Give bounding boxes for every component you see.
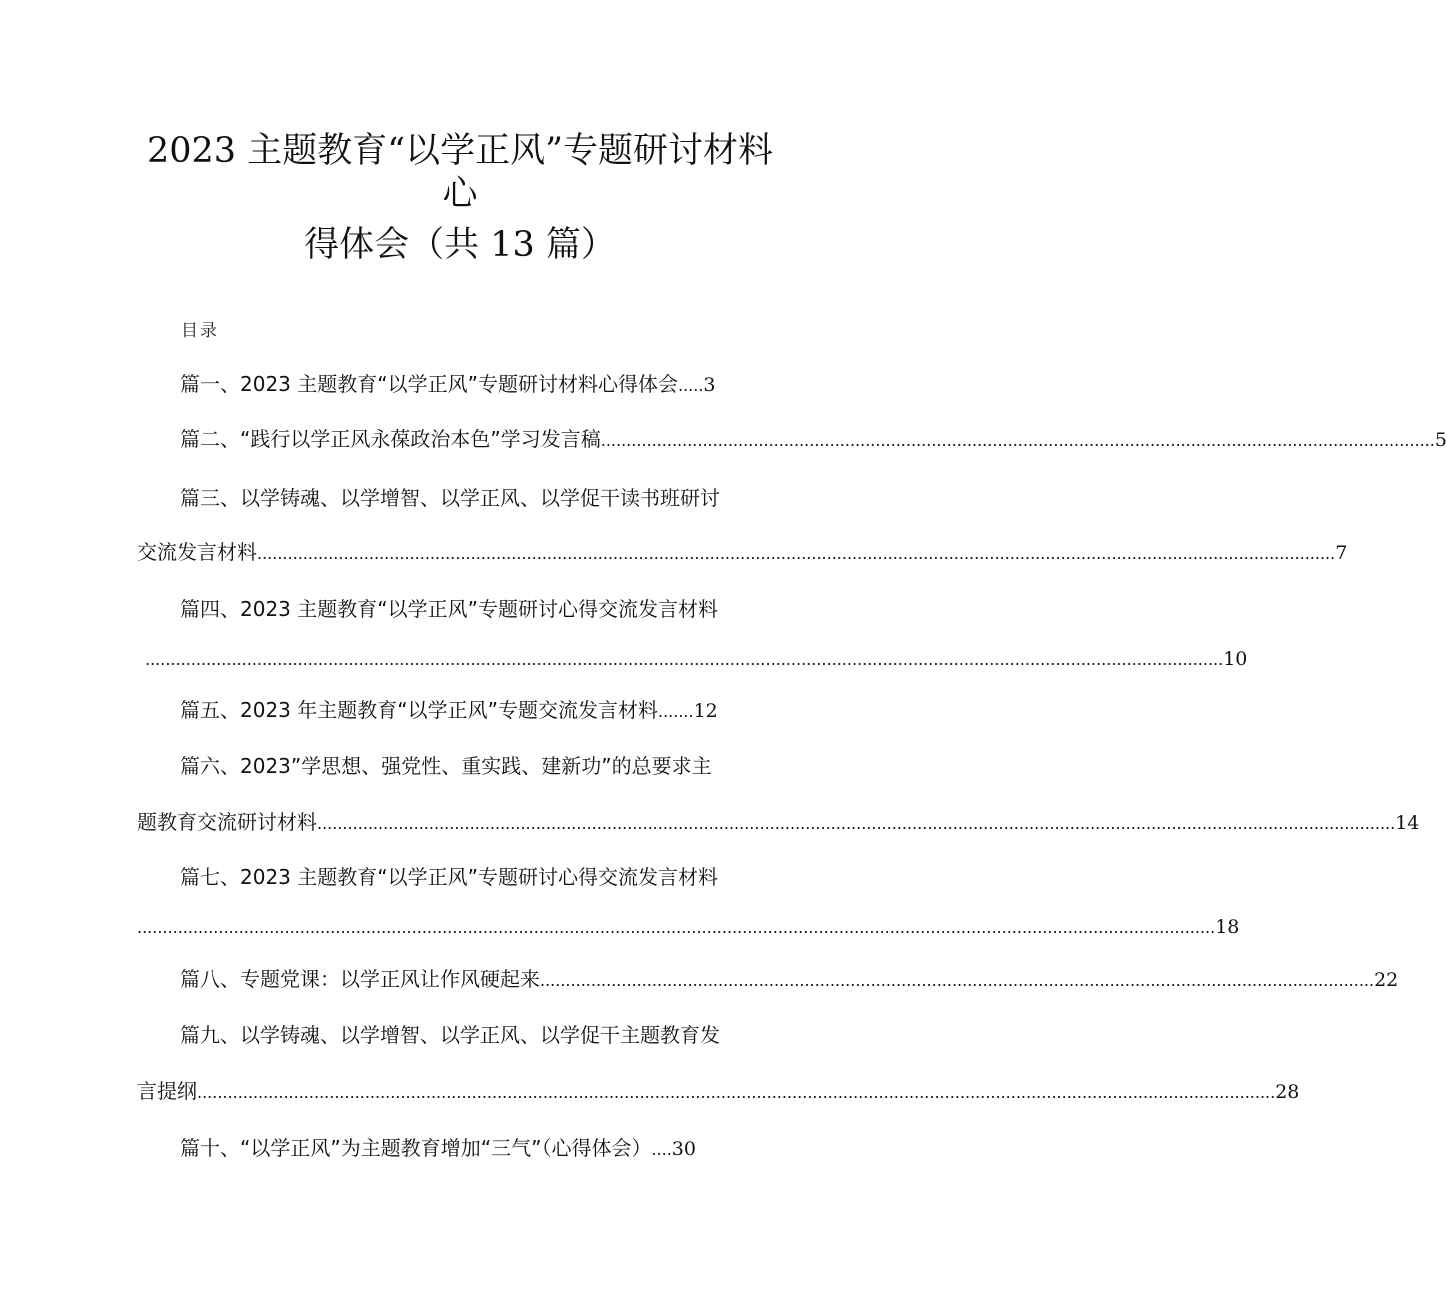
toc-entry-label: 篇四、2023 主题教育“以学正风”专题研讨心得交流发言材料 — [180, 597, 718, 621]
toc-entry-7-line-1[interactable] — [180, 863, 718, 891]
toc-entry-10[interactable] — [180, 1134, 696, 1164]
toc-entry-4-line-1[interactable] — [180, 595, 718, 623]
toc-entry-label: 篇八、专题党课：以学正风让作风硬起来 — [180, 967, 540, 991]
title-line-2: 心 — [442, 174, 478, 214]
toc-entry-label: 篇一、2023 主题教育“以学正风”专题研讨材料心得体会 — [180, 372, 678, 396]
toc-entry-3-line-2[interactable] — [137, 538, 1348, 568]
toc-leader: .................................................................................................................................................................................................................... — [145, 650, 1224, 669]
toc-entry-label: 题教育交流研讨材料 — [137, 810, 317, 834]
toc-entry-5[interactable] — [180, 696, 718, 726]
toc-leader: .................................................................................................................................................................... — [540, 971, 1375, 990]
toc-page-number: 18 — [1215, 916, 1240, 938]
toc-entry-label: 篇六、2023”学思想、强党性、重实践、建新功”的总要求主 — [180, 754, 712, 778]
toc-entry-2[interactable] — [180, 425, 1447, 455]
toc-leader: .................................................................................................................................................................................................................... — [257, 544, 1336, 563]
toc-entry-1[interactable] — [180, 370, 716, 400]
toc-entry-label: 篇七、2023 主题教育“以学正风”专题研讨心得交流发言材料 — [180, 865, 718, 889]
toc-entry-label: 篇五、2023 年主题教育“以学正风”专题交流发言材料 — [180, 698, 658, 722]
toc-entry-6-line-1[interactable] — [180, 752, 712, 780]
toc-entry-label: 言提纲 — [137, 1079, 197, 1103]
toc-page-number: 12 — [693, 700, 718, 722]
toc-entry-label: 交流发言材料 — [137, 540, 257, 564]
toc-entry-label: 篇九、以学铸魂、以学增智、以学正风、以学促干主题教育发 — [180, 1023, 720, 1047]
toc-entry-3-line-1[interactable] — [180, 484, 720, 512]
title-line-1: 2023 主题教育“以学正风”专题研讨材料 — [147, 131, 773, 171]
toc-entry-8[interactable] — [180, 965, 1399, 995]
toc-heading: 目录 — [181, 321, 219, 341]
toc-page-number: 3 — [703, 374, 716, 396]
toc-page-number: 22 — [1374, 969, 1399, 991]
toc-leader: ..... — [677, 376, 704, 395]
toc-entry-9-line-2[interactable] — [137, 1077, 1300, 1107]
document-title — [0, 128, 920, 270]
toc-page-number: 14 — [1395, 812, 1420, 834]
toc-page-number: 30 — [671, 1138, 696, 1160]
toc-leader: .................................................................................................................................................................................................................... — [317, 814, 1396, 833]
toc-entry-4-line-2[interactable] — [145, 645, 1248, 674]
toc-page-number: 5 — [1434, 429, 1447, 451]
toc-entry-6-line-2[interactable] — [137, 808, 1420, 838]
title-line-3: 得体会（共 13 篇） — [304, 225, 616, 265]
toc-leader: .................................................................................................................................................................... — [600, 431, 1435, 450]
toc-page-number: 7 — [1335, 542, 1348, 564]
toc-entry-label: 篇三、以学铸魂、以学增智、以学正风、以学促干读书班研讨 — [180, 486, 720, 510]
toc-leader: .................................................................................................................................................................................................................... — [197, 1083, 1276, 1102]
toc-leader: ....... — [657, 702, 694, 721]
toc-leader: .... — [651, 1140, 672, 1159]
toc-entry-9-line-1[interactable] — [180, 1021, 720, 1049]
toc-page-number: 28 — [1275, 1081, 1300, 1103]
toc-page-number: 10 — [1223, 648, 1248, 670]
toc-entry-label: 篇十、“以学正风”为主题教育增加“三气”（心得体会） — [180, 1136, 652, 1160]
toc-entry-label: 篇二、“践行以学正风永葆政治本色”学习发言稿 — [180, 427, 601, 451]
toc-entry-7-line-2[interactable] — [137, 913, 1240, 942]
toc-leader: .................................................................................................................................................................................................................... — [137, 918, 1216, 937]
